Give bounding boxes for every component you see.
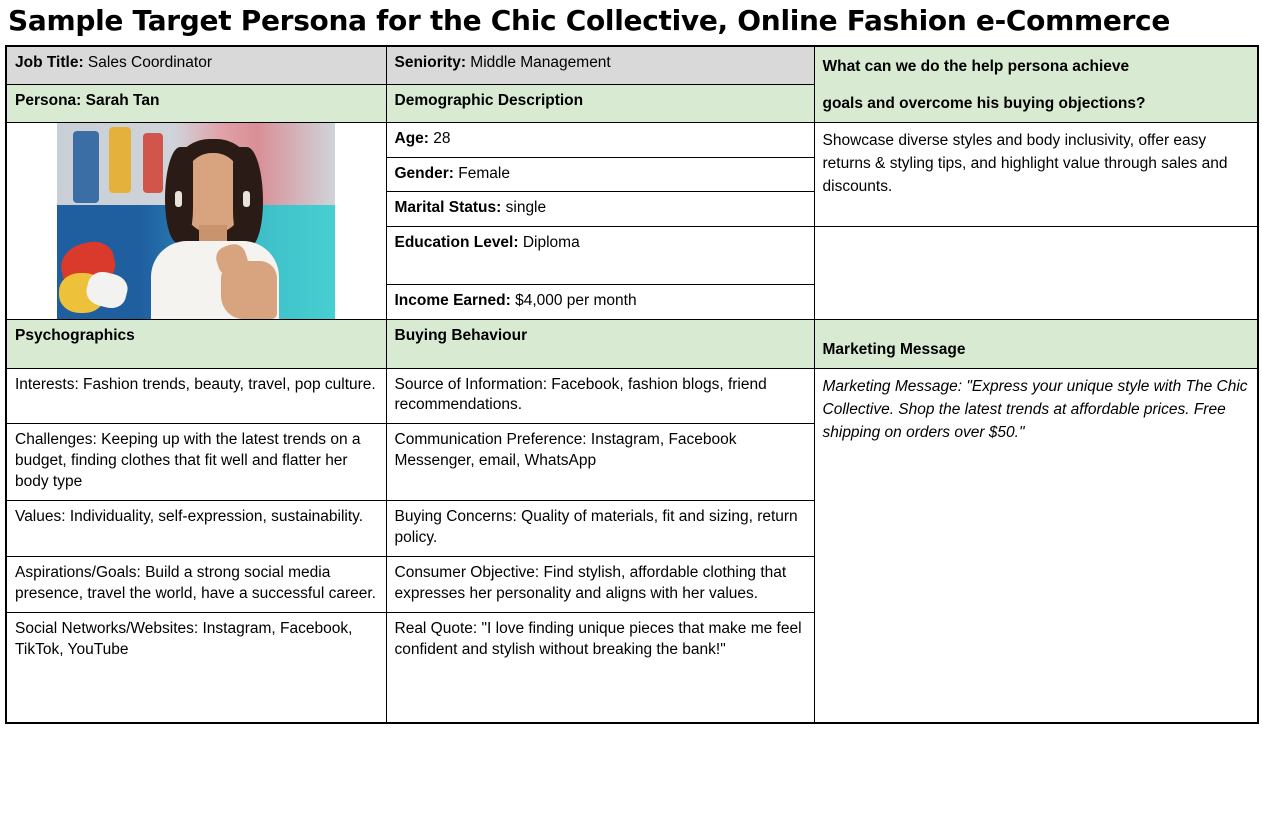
photo-figure-1 [73, 131, 99, 203]
demographic-value: Female [458, 164, 510, 182]
table-row [6, 46, 1258, 84]
marketing-message-header [814, 319, 1258, 368]
demographic-value: single [505, 199, 547, 217]
demographic-row [386, 122, 814, 157]
demographic-description-header: Demographic Description [386, 84, 814, 122]
persona-value: Sarah Tan [85, 91, 160, 109]
photo-person-earring-right [243, 191, 250, 207]
psychographics-item: Social Networks/Websites: Instagram, Facebook, TikTok, YouTube [6, 612, 386, 723]
buying-behaviour-item: Buying Concerns: Quality of materials, fit and sizing, return policy. [386, 501, 814, 557]
marketing-message-cell [814, 368, 1258, 723]
seniority-cell [386, 46, 814, 84]
right-body-text: Showcase diverse styles and body inclusivity, offer easy returns & styling tips, and highlight value through sales and discounts. [822, 131, 1228, 196]
demographic-row [386, 157, 814, 192]
marketing-message-header-text: Marketing Message [822, 340, 966, 358]
demographic-row [386, 227, 814, 284]
right-header-line-1: What can we do the help persona achieve [822, 57, 1130, 75]
photo-person-earring-left [175, 191, 182, 207]
demographic-label: Marital Status: [394, 199, 502, 217]
persona-table [5, 45, 1259, 724]
demographic-label: Gender: [394, 164, 454, 182]
psychographics-item: Challenges: Keeping up with the latest trends on a budget, finding clothes that fit well and flatter her body type [6, 424, 386, 501]
photo-person [125, 133, 301, 319]
seniority-label: Seniority: [394, 53, 466, 71]
demographic-label: Income Earned: [394, 291, 511, 309]
psychographics-item: Values: Individuality, self-expression, sustainability. [6, 501, 386, 557]
demographic-value: $4,000 per month [515, 291, 637, 309]
demographic-label: Education Level: [394, 234, 519, 252]
persona-portrait-image [57, 123, 335, 319]
demographic-label: Age: [394, 129, 429, 147]
demographic-row [386, 284, 814, 319]
right-column-header [814, 46, 1258, 122]
right-header-line-2: goals and overcome his buying objections? [822, 94, 1146, 112]
demographic-row [386, 192, 814, 227]
seniority-value: Middle Management [470, 53, 611, 71]
persona-cell [6, 84, 386, 122]
buying-behaviour-item: Real Quote: "I love finding unique pieces that make me feel confident and stylish without breaking the bank!" [386, 612, 814, 723]
persona-photo-cell [6, 122, 386, 319]
table-row [6, 319, 1258, 368]
job-title-cell [6, 46, 386, 84]
right-body-spacer [814, 227, 1258, 319]
buying-behaviour-item: Source of Information: Facebook, fashion blogs, friend recommendations. [386, 368, 814, 424]
psychographics-item: Interests: Fashion trends, beauty, travel, pop culture. [6, 368, 386, 424]
buying-behaviour-header: Buying Behaviour [386, 319, 814, 368]
table-row [6, 122, 1258, 157]
persona-label: Persona: [15, 91, 82, 109]
buying-behaviour-item: Communication Preference: Instagram, Facebook Messenger, email, WhatsApp [386, 424, 814, 501]
marketing-message-body: Marketing Message: "Express your unique style with The Chic Collective. Shop the latest trends at affordable prices. Free shipping on orders over $50." [822, 377, 1248, 442]
job-title-value: Sales Coordinator [87, 53, 212, 71]
right-body-cell [814, 122, 1258, 227]
job-title-label: Job Title: [15, 53, 84, 71]
buying-behaviour-item: Consumer Objective: Find stylish, affordable clothing that expresses her personality and aligns with her values. [386, 557, 814, 613]
demographic-value: Diploma [522, 234, 580, 252]
demographic-value: 28 [433, 129, 451, 147]
table-row [6, 368, 1258, 424]
psychographics-item: Aspirations/Goals: Build a strong social media presence, travel the world, have a successful career. [6, 557, 386, 613]
page-title: Sample Target Persona for the Chic Collective, Online Fashion e-Commerce [8, 4, 1171, 37]
psychographics-header: Psychographics [6, 319, 386, 368]
